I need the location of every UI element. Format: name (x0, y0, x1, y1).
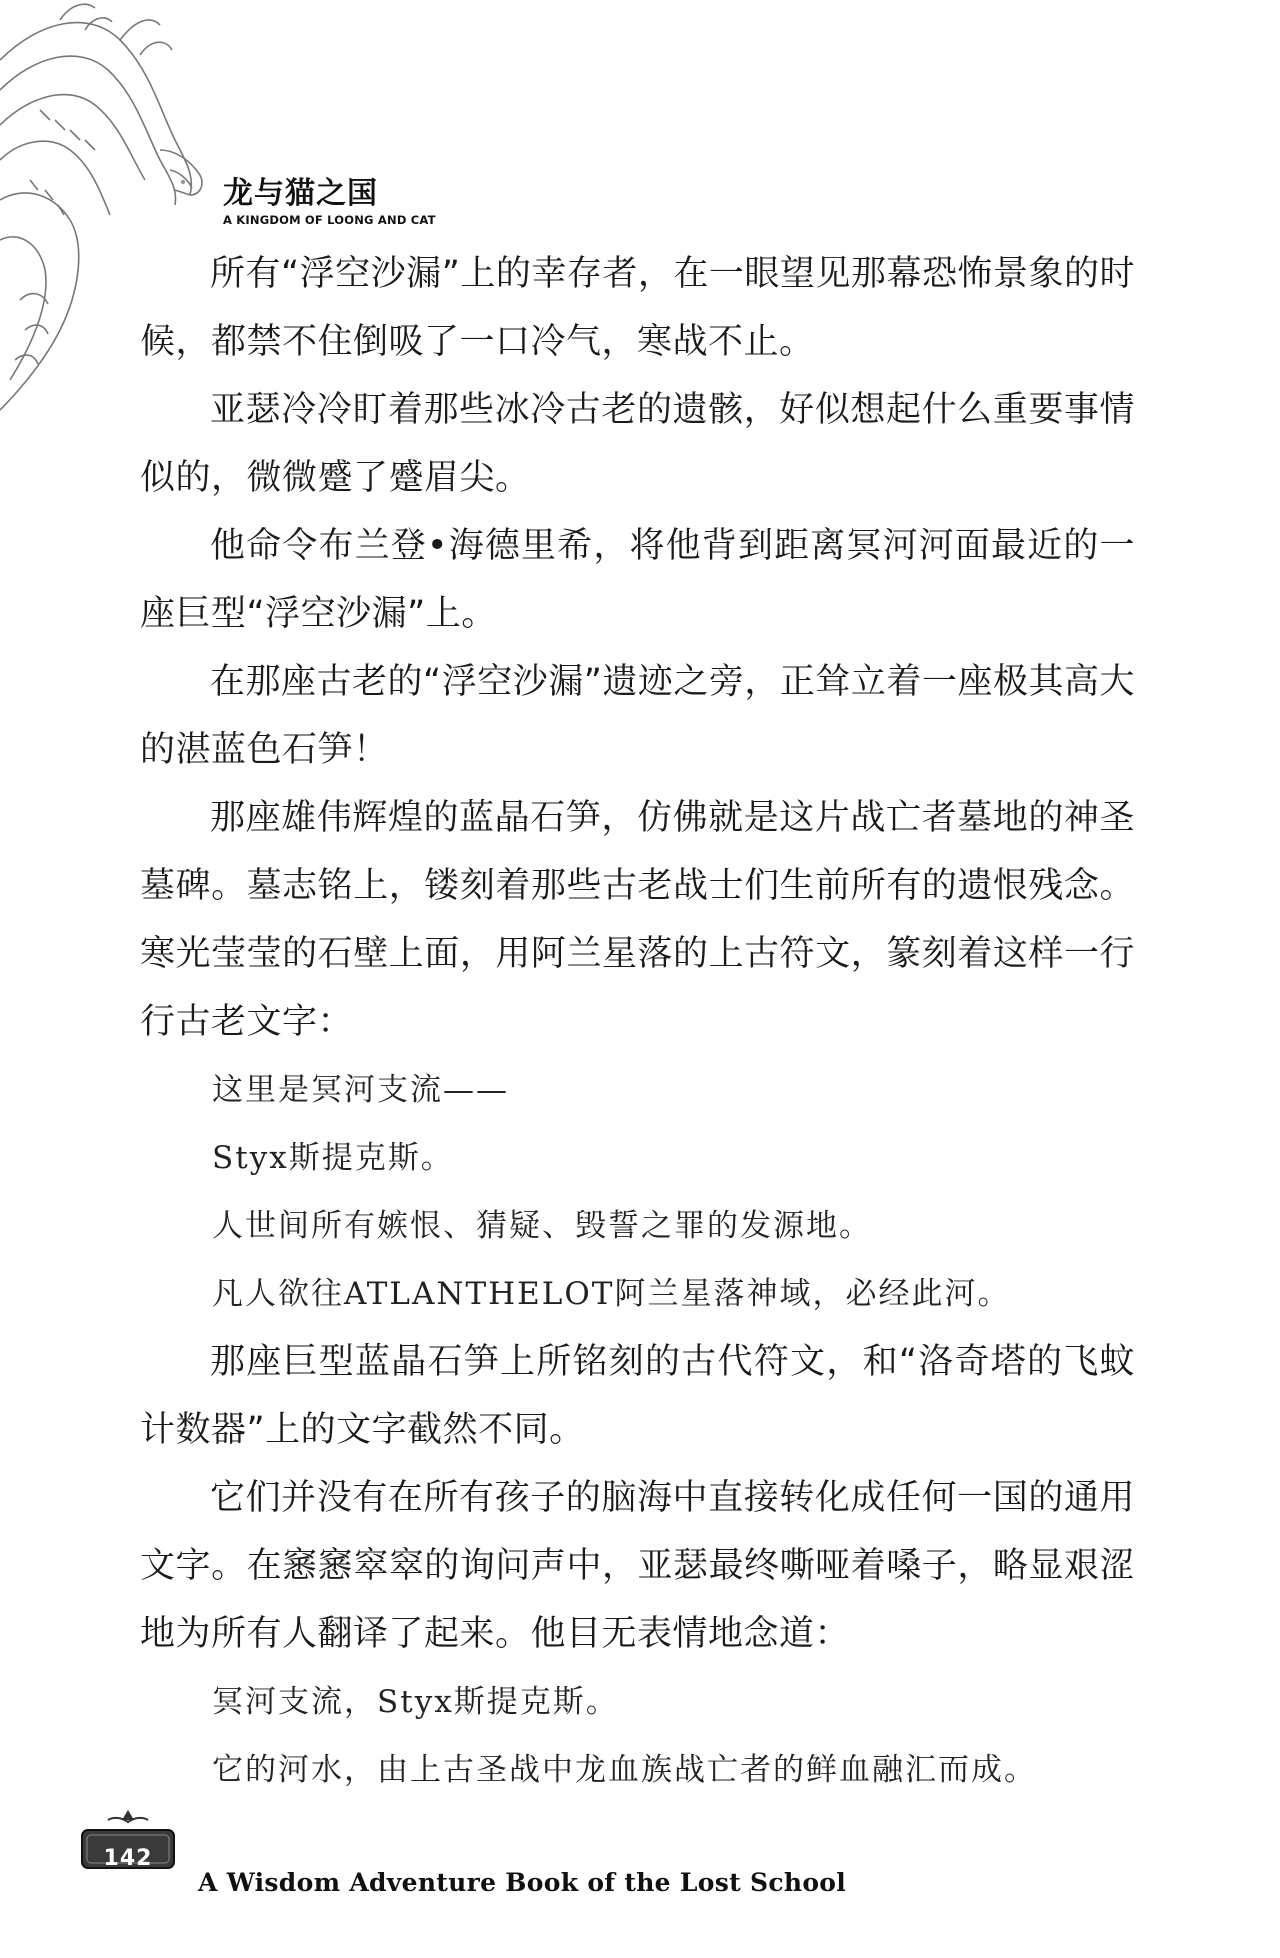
paragraph: 他命令布兰登•海德里希，将他背到距离冥河河面最近的一座巨型“浮空沙漏”上。 (140, 526, 1135, 634)
page-number: 142 (103, 1846, 153, 1871)
page-body (140, 240, 1135, 1804)
paragraph: 所有“浮空沙漏”上的幸存者，在一眼望见那幕恐怖景象的时候，都禁不住倒吸了一口冷气，寒战不止。 (140, 254, 1135, 362)
inscription-line: 人世间所有嫉恨、猜疑、毁誓之罪的发源地。 (212, 1208, 872, 1244)
running-footer: A Wisdom Adventure Book of the Lost School (198, 1868, 847, 1897)
book-title-english: A KINGDOM OF LOONG AND CAT (223, 213, 436, 227)
book-title-chinese: 龙与猫之国 (223, 176, 378, 211)
inscription-line: Styx斯提克斯。 (212, 1140, 454, 1176)
inscription-line: 这里是冥河支流—— (212, 1072, 509, 1108)
running-header (223, 168, 436, 227)
paragraph: 那座雄伟辉煌的蓝晶石笋，仿佛就是这片战亡者墓地的神圣墓碑。墓志铭上，镂刻着那些古老战士们生前所有的遗恨残念。寒光莹莹的石壁上面，用阿兰星落的上古符文，篆刻着这样一行行古老文字： (140, 798, 1135, 1042)
paragraph: 它们并没有在所有孩子的脑海中直接转化成任何一国的通用文字。在窸窸窣窣的询问声中，亚瑟最终嘶哑着嗓子，略显艰涩地为所有人翻译了起来。他目无表情地念道： (140, 1478, 1135, 1654)
paragraph: 亚瑟冷冷盯着那些冰冷古老的遗骸，好似想起什么重要事情似的，微微蹙了蹙眉尖。 (140, 390, 1135, 498)
inscription-line: 凡人欲往ATLANTHELOT阿兰星落神域，必经此河。 (212, 1276, 1011, 1312)
paragraph: 那座巨型蓝晶石笋上所铭刻的古代符文，和“洛奇塔的飞蚊计数器”上的文字截然不同。 (140, 1342, 1135, 1450)
paragraph: 在那座古老的“浮空沙漏”遗迹之旁，正耸立着一座极其高大的湛蓝色石笋！ (140, 662, 1135, 770)
translation-line: 冥河支流，Styx斯提克斯。 (212, 1684, 619, 1720)
translation-line: 它的河水，由上古圣战中龙血族战亡者的鲜血融汇而成。 (212, 1752, 1037, 1788)
